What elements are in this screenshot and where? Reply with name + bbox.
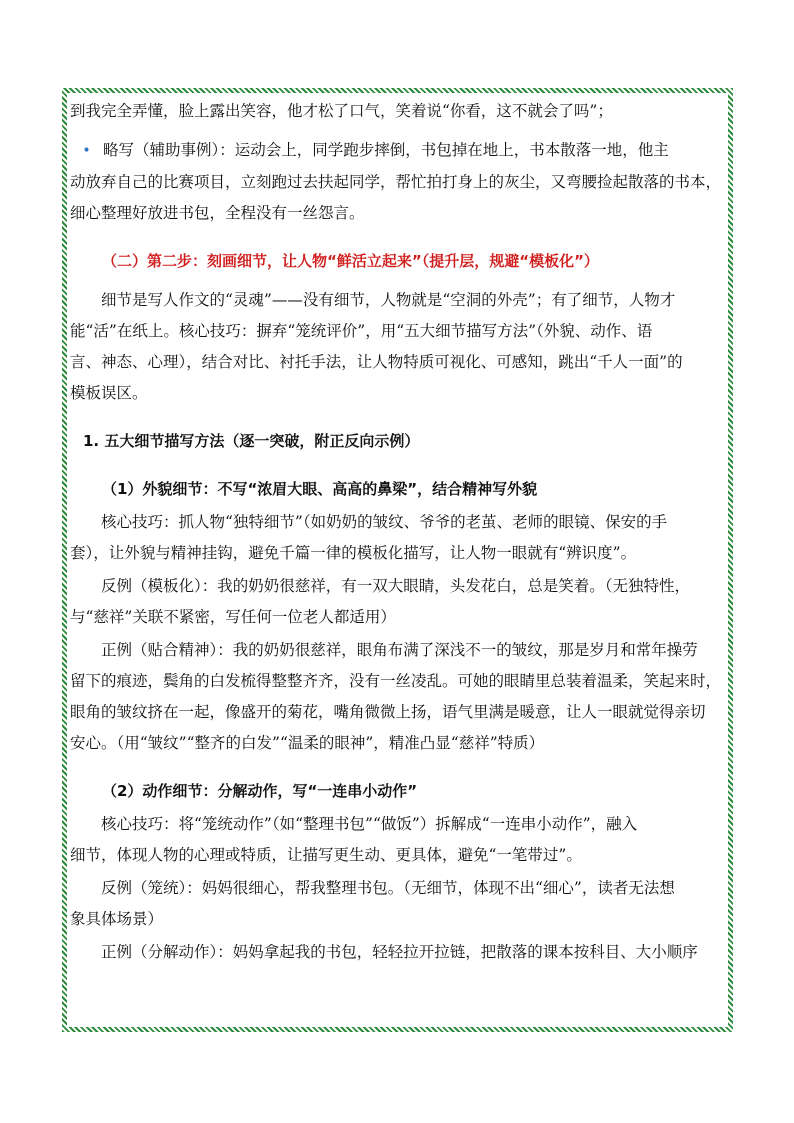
section-heading: 1. 五大细节描写方法（逐一突破，附正反向示例）: [83, 432, 420, 450]
bullet-paragraph: [70, 135, 727, 229]
paragraph-line: 核心技巧：将“笼统动作”（如“整理书包”“做饭”）拆解成“一连串小动作”，融入: [101, 815, 638, 833]
paragraph-line: 细心整理好放进书包，全程没有一丝怨言。: [70, 204, 365, 222]
paragraph-line: 眼角的皱纹挤在一起，像盛开的菊花，嘴角微微上扬，语气里满是暖意，让人一眼就觉得亲切: [70, 703, 706, 721]
paragraph-line: 套），让外貌与精神挂钩，避免千篇一律的模板化描写，让人物一眼就有“辨识度”。: [70, 544, 637, 562]
tip-paragraph: [70, 507, 727, 569]
document-body: [70, 96, 727, 968]
paragraph-line: 动放弃自己的比赛项目，立刻跑过去扶起同学，帮忙拍打身上的灰尘，又弯腰捡起散落的书本，: [70, 173, 722, 191]
bullet-icon: •: [82, 143, 91, 159]
step2-heading: （二）第二步：刻画细节，让人物“鲜活立起来”（提升层，规避“模板化”）: [102, 252, 599, 270]
paragraph-line: 象具体场景）: [70, 910, 164, 928]
paragraph-line: 细节，体现人物的心理或特质，让描写更生动、更具体，避免“一笔带过”。: [70, 846, 582, 864]
paragraph-line: 留下的痕迹，鬓角的白发梳得整整齐齐，没有一丝凌乱。可她的眼睛里总装着温柔，笑起来时，: [70, 672, 722, 690]
paragraph-line: 模板误区。: [70, 384, 148, 402]
paragraph-line: 核心技巧：抓人物“独特细节”（如奶奶的皱纹、爷爷的老茧、老师的眼镜、保安的手: [101, 513, 668, 531]
positive-example-paragraph: [70, 635, 727, 759]
paragraph-line: 细节是写人作文的“灵魂”——没有细节，人物就是“空洞的外壳”；有了细节，人物才: [101, 291, 676, 309]
paragraph-line: 反例（模板化）：我的奶奶很慈祥，有一双大眼睛，头发花白，总是笑着。（无独特性，: [101, 577, 691, 595]
paragraph-line: 安心。（用“皱纹”“整齐的白发”“温柔的眼神”，精准凸显“慈祥”特质）: [70, 734, 545, 752]
paragraph-line: 正例（贴合精神）：我的奶奶很慈祥，眼角布满了深浅不一的皱纹，那是岁月和常年操劳: [101, 641, 698, 659]
tip-paragraph: [70, 809, 727, 871]
paragraph-line: 能“活”在纸上。核心技巧：摒弃“笼统评价”，用“五大细节描写方法”（外貌、动作、语: [70, 322, 653, 340]
paragraph-line: 反例（笼统）：妈妈很细心，帮我整理书包。（无细节，体现不出“细心”，读者无法想: [101, 879, 675, 897]
subsection-heading-action: （2）动作细节：分解动作，写“一连串小动作”: [102, 782, 418, 800]
paragraph-line: 正例（分解动作）：妈妈拿起我的书包，轻轻拉开拉链，把散落的课本按科目、大小顺序: [101, 943, 698, 961]
positive-example-paragraph: [70, 937, 727, 968]
subsection-heading-appearance: （1）外貌细节：不写“浓眉大眼、高高的鼻梁”，结合精神写外貌: [102, 480, 538, 498]
paragraph-line: 到我完全弄懂，脸上露出笑容，他才松了口气，笑着说“你看，这不就会了吗”；: [70, 102, 613, 120]
counter-example-paragraph: [70, 571, 727, 633]
paragraph-line: 言、神态、心理），结合对比、衬托手法，让人物特质可视化、可感知，跳出“千人一面”的: [70, 353, 683, 371]
paragraph-line: 略写（辅助事例）：运动会上，同学跑步摔倒，书包掉在地上，书本散落一地，他主: [103, 141, 669, 159]
paragraph-line: 与“慈祥”关联不紧密，写任何一位老人都适用）: [70, 608, 396, 626]
intro-paragraph: [70, 285, 727, 409]
counter-example-paragraph: [70, 873, 727, 935]
